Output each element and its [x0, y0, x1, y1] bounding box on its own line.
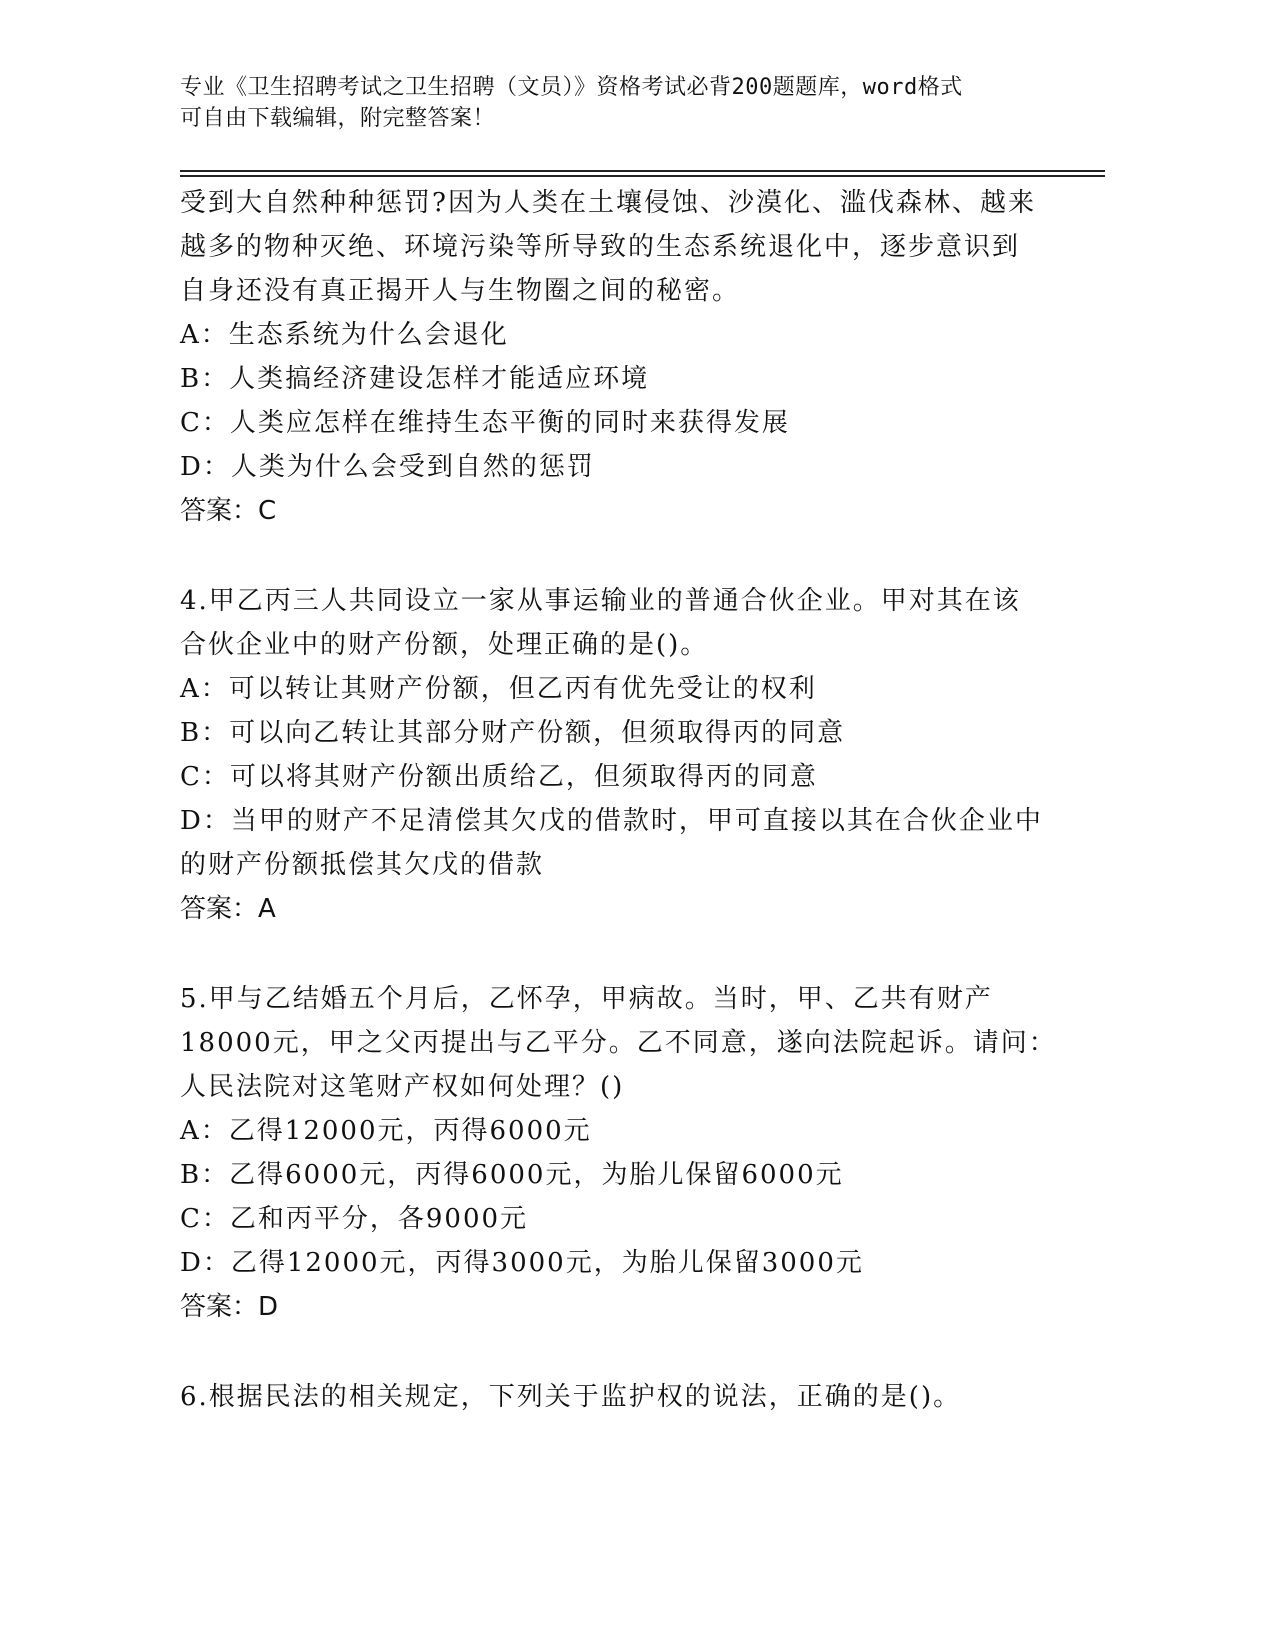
spacer	[180, 533, 1060, 579]
question-stem-line: 自身还没有真正揭开人与生物圈之间的秘密。	[180, 276, 741, 306]
question-6	[180, 1375, 1060, 1419]
question-stem-line: 合伙企业中的财产份额，处理正确的是()。	[180, 630, 709, 660]
question-4	[180, 579, 1060, 931]
document-header	[180, 72, 1060, 134]
spacer	[180, 931, 1060, 977]
option-c: C：乙和丙平分，各9000元	[180, 1204, 529, 1234]
answer-line: 答案：C	[180, 496, 277, 526]
document-body	[180, 181, 1060, 1419]
option-c: C：可以将其财产份额出质给乙，但须取得丙的同意	[180, 762, 818, 792]
header-line-2: 可自由下载编辑，附完整答案！	[180, 106, 496, 131]
question-stem-line: 受到大自然种种惩罚?因为人类在土壤侵蚀、沙漠化、滥伐森林、越来	[180, 188, 1036, 218]
option-b: B：乙得6000元，丙得6000元，为胎儿保留6000元	[180, 1160, 844, 1190]
question-stem-line: 18000元，甲之父丙提出与乙平分。乙不同意，遂向法院起诉。请问：	[180, 1028, 1057, 1058]
option-b: B：人类搞经济建设怎样才能适应环境	[180, 364, 650, 394]
question-3	[180, 181, 1060, 533]
option-d: D：当甲的财产不足清偿其欠戊的借款时，甲可直接以其在合伙企业中	[180, 806, 1043, 836]
spacer	[180, 1329, 1060, 1375]
question-stem-line: 越多的物种灭绝、环境污染等所导致的生态系统退化中，逐步意识到	[180, 232, 1021, 262]
question-stem-line: 6.根据民法的相关规定，下列关于监护权的说法，正确的是()。	[180, 1382, 962, 1412]
option-a: A：可以转让其财产份额，但乙丙有优先受让的权利	[180, 674, 817, 704]
question-stem-line: 人民法院对这笔财产权如何处理？()	[180, 1072, 625, 1102]
option-b: B：可以向乙转让其部分财产份额，但须取得丙的同意	[180, 718, 846, 748]
header-rule-top	[180, 170, 1105, 172]
option-a: A：生态系统为什么会退化	[180, 320, 509, 350]
question-stem-line: 5.甲与乙结婚五个月后，乙怀孕，甲病故。当时，甲、乙共有财产	[180, 984, 993, 1014]
header-line-1: 专业《卫生招聘考试之卫生招聘（文员）》资格考试必背200题题库，word格式	[180, 75, 963, 100]
option-d: D：乙得12000元，丙得3000元，为胎儿保留3000元	[180, 1248, 864, 1278]
question-5	[180, 977, 1060, 1329]
header-rule-bottom	[180, 175, 1105, 177]
option-a: A：乙得12000元，丙得6000元	[180, 1116, 592, 1146]
question-stem-line: 4.甲乙丙三人共同设立一家从事运输业的普通合伙企业。甲对其在该	[180, 586, 1021, 616]
option-d: D：人类为什么会受到自然的惩罚	[180, 452, 595, 482]
answer-line: 答案：A	[180, 894, 276, 924]
answer-line: 答案：D	[180, 1292, 279, 1322]
option-c: C：人类应怎样在维持生态平衡的同时来获得发展	[180, 408, 790, 438]
option-d-continued: 的财产份额抵偿其欠戊的借款	[180, 850, 545, 880]
